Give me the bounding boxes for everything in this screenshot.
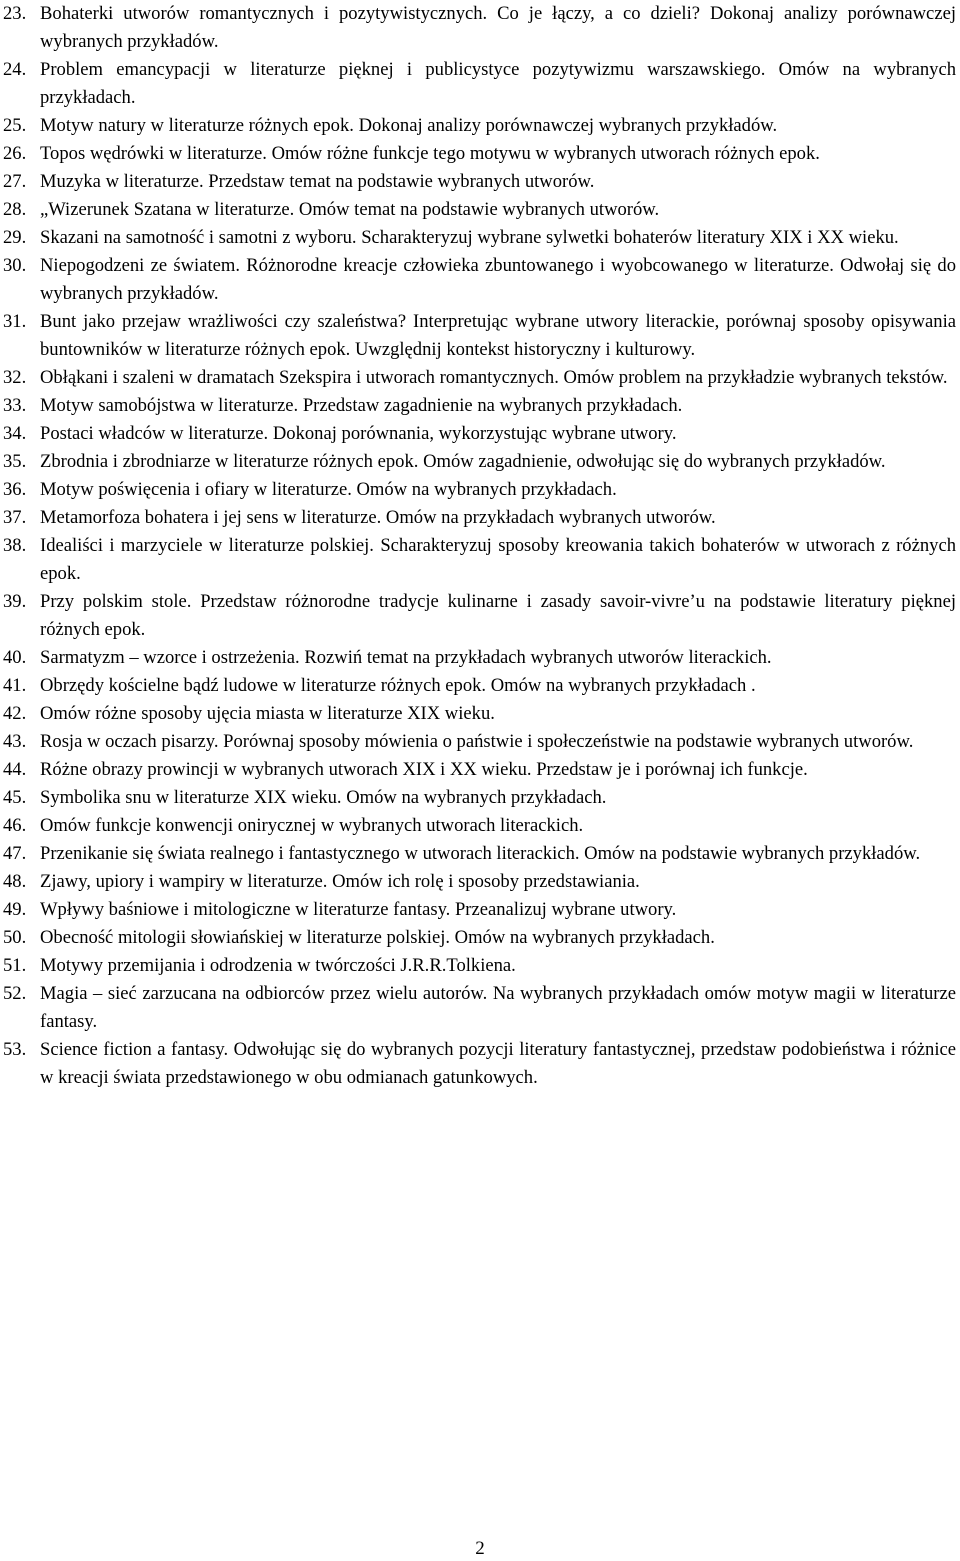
topic-item bbox=[3, 588, 956, 644]
topic-item bbox=[3, 756, 956, 784]
topic-item bbox=[3, 392, 956, 420]
topic-number: 25. bbox=[3, 115, 27, 136]
topic-text: Obecność mitologii słowiańskiej w literaturze polskiej. Omów na wybranych przykładach. bbox=[40, 927, 715, 948]
topic-text: Sarmatyzm – wzorce i ostrzeżenia. Rozwiń temat na przykładach wybranych utworów literackich. bbox=[40, 647, 772, 668]
topic-item bbox=[3, 644, 956, 672]
topic-number: 32. bbox=[3, 367, 27, 388]
topic-text: „Wizerunek Szatana w literaturze. Omów temat na podstawie wybranych utworów. bbox=[40, 199, 660, 220]
topic-item bbox=[3, 896, 956, 924]
topic-item bbox=[3, 112, 956, 140]
topic-text: Omów funkcje konwencji onirycznej w wybranych utworach literackich. bbox=[40, 815, 584, 836]
topic-text: Symbolika snu w literaturze XIX wieku. Omów na wybranych przykładach. bbox=[40, 787, 607, 808]
page-number: 2 bbox=[475, 1538, 485, 1559]
topic-item bbox=[3, 168, 956, 196]
topic-item bbox=[3, 700, 956, 728]
topic-number: 30. bbox=[3, 255, 27, 276]
topic-text: Obrzędy kościelne bądź ludowe w literaturze różnych epok. Omów na wybranych przykładach . bbox=[40, 675, 756, 696]
topic-text: Metamorfoza bohatera i jej sens w literaturze. Omów na przykładach wybranych utworów. bbox=[40, 507, 716, 528]
topic-number: 37. bbox=[3, 507, 27, 528]
topic-number: 53. bbox=[3, 1039, 27, 1060]
topic-text: Przy polskim stole. Przedstaw różnorodne tradycje kulinarne i zasady savoir-vivre’u na podstawie literatury pięknej różnych epok. bbox=[40, 591, 956, 640]
topic-item bbox=[3, 812, 956, 840]
topic-text: Science fiction a fantasy. Odwołując się do wybranych pozycji literatury fantastycznej, przedstaw podobieństwa i różnice w kreacji świata przedstawionego w obu odmianach gatunkowych. bbox=[40, 1039, 956, 1088]
topic-item bbox=[3, 532, 956, 588]
topic-number: 26. bbox=[3, 143, 27, 164]
topic-text: Motyw natury w literaturze różnych epok. Dokonaj analizy porównawczej wybranych przykładów. bbox=[40, 115, 778, 136]
topic-number: 43. bbox=[3, 731, 27, 752]
topic-text: Motyw samobójstwa w literaturze. Przedstaw zagadnienie na wybranych przykładach. bbox=[40, 395, 683, 416]
topic-text: Przenikanie się świata realnego i fantastycznego w utworach literackich. Omów na podstawie wybranych przykładów. bbox=[40, 843, 921, 864]
topic-text: Postaci władców w literaturze. Dokonaj porównania, wykorzystując wybrane utwory. bbox=[40, 423, 677, 444]
topic-text: Omów różne sposoby ujęcia miasta w literaturze XIX wieku. bbox=[40, 703, 495, 724]
topic-text: Bohaterki utworów romantycznych i pozytywistycznych. Co je łączy, a co dzieli? Dokonaj analizy porównawczej wybranych przykładów. bbox=[40, 3, 956, 52]
topic-item bbox=[3, 952, 956, 980]
topic-item bbox=[3, 252, 956, 308]
topic-number: 23. bbox=[3, 3, 27, 24]
topic-text: Różne obrazy prowincji w wybranych utworach XIX i XX wieku. Przedstaw je i porównaj ich funkcje. bbox=[40, 759, 808, 780]
topic-text: Muzyka w literaturze. Przedstaw temat na podstawie wybranych utworów. bbox=[40, 171, 595, 192]
topic-number: 38. bbox=[3, 535, 27, 556]
topic-number: 27. bbox=[3, 171, 27, 192]
topic-item bbox=[3, 672, 956, 700]
topic-text: Motywy przemijania i odrodzenia w twórczości J.R.R.Tolkiena. bbox=[40, 955, 516, 976]
topic-number: 40. bbox=[3, 647, 27, 668]
topic-item bbox=[3, 980, 956, 1036]
topic-number: 50. bbox=[3, 927, 27, 948]
topic-item bbox=[3, 364, 956, 392]
topic-item bbox=[3, 308, 956, 364]
topic-item bbox=[3, 448, 956, 476]
topic-number: 28. bbox=[3, 199, 27, 220]
topic-text: Topos wędrówki w literaturze. Omów różne funkcje tego motywu w wybranych utworach różnych epok. bbox=[40, 143, 820, 164]
topic-item bbox=[3, 840, 956, 868]
topic-number: 24. bbox=[3, 59, 27, 80]
topic-number: 44. bbox=[3, 759, 27, 780]
topic-item bbox=[3, 224, 956, 252]
topic-item bbox=[3, 140, 956, 168]
topic-item bbox=[3, 504, 956, 532]
topic-number: 51. bbox=[3, 955, 27, 976]
topic-text: Bunt jako przejaw wrażliwości czy szaleństwa? Interpretując wybrane utwory literackie, porównaj sposoby opisywania buntowników w literaturze różnych epok. Uwzględnij kontekst historyczny i kulturowy. bbox=[40, 311, 956, 360]
topic-number: 45. bbox=[3, 787, 27, 808]
topic-number: 31. bbox=[3, 311, 27, 332]
topic-item bbox=[3, 728, 956, 756]
topic-number: 49. bbox=[3, 899, 27, 920]
topic-text: Motyw poświęcenia i ofiary w literaturze. Omów na wybranych przykładach. bbox=[40, 479, 617, 500]
topic-number: 47. bbox=[3, 843, 27, 864]
topic-text: Idealiści i marzyciele w literaturze polskiej. Scharakteryzuj sposoby kreowania takich bohaterów w utworach z różnych epok. bbox=[40, 535, 956, 584]
topic-item bbox=[3, 868, 956, 896]
topic-number: 39. bbox=[3, 591, 27, 612]
topic-item bbox=[3, 476, 956, 504]
topic-item bbox=[3, 420, 956, 448]
topic-item bbox=[3, 0, 956, 56]
topic-item bbox=[3, 56, 956, 112]
topic-number: 42. bbox=[3, 703, 27, 724]
topic-text: Zjawy, upiory i wampiry w literaturze. Omów ich rolę i sposoby przedstawiania. bbox=[40, 871, 640, 892]
topic-text: Wpływy baśniowe i mitologiczne w literaturze fantasy. Przeanalizuj wybrane utwory. bbox=[40, 899, 677, 920]
topic-item bbox=[3, 1036, 956, 1092]
topic-number: 41. bbox=[3, 675, 27, 696]
topic-text: Magia – sieć zarzucana na odbiorców przez wielu autorów. Na wybranych przykładach omów motyw magii w literaturze fantasy. bbox=[40, 983, 956, 1032]
topic-number: 52. bbox=[3, 983, 27, 1004]
topic-number: 46. bbox=[3, 815, 27, 836]
topic-number: 36. bbox=[3, 479, 27, 500]
topic-list bbox=[3, 0, 956, 1092]
topic-text: Rosja w oczach pisarzy. Porównaj sposoby mówienia o państwie i społeczeństwie na podstawie wybranych utworów. bbox=[40, 731, 914, 752]
topic-number: 35. bbox=[3, 451, 27, 472]
topic-item bbox=[3, 784, 956, 812]
topic-number: 29. bbox=[3, 227, 27, 248]
topic-item bbox=[3, 924, 956, 952]
topic-text: Problem emancypacji w literaturze pięknej i publicystyce pozytywizmu warszawskiego. Omów na wybranych przykładach. bbox=[40, 59, 956, 108]
topic-text: Skazani na samotność i samotni z wyboru. Scharakteryzuj wybrane sylwetki bohaterów literatury XIX i XX wieku. bbox=[40, 227, 899, 248]
topic-number: 34. bbox=[3, 423, 27, 444]
topic-text: Zbrodnia i zbrodniarze w literaturze różnych epok. Omów zagadnienie, odwołując się do wybranych przykładów. bbox=[40, 451, 886, 472]
topic-item bbox=[3, 196, 956, 224]
topic-text: Obłąkani i szaleni w dramatach Szekspira i utworach romantycznych. Omów problem na przykładzie wybranych tekstów. bbox=[40, 367, 948, 388]
topic-number: 33. bbox=[3, 395, 27, 416]
topic-number: 48. bbox=[3, 871, 27, 892]
topic-text: Niepogodzeni ze światem. Różnorodne kreacje człowieka zbuntowanego i wyobcowanego w literaturze. Odwołaj się do wybranych przykładów. bbox=[40, 255, 956, 304]
